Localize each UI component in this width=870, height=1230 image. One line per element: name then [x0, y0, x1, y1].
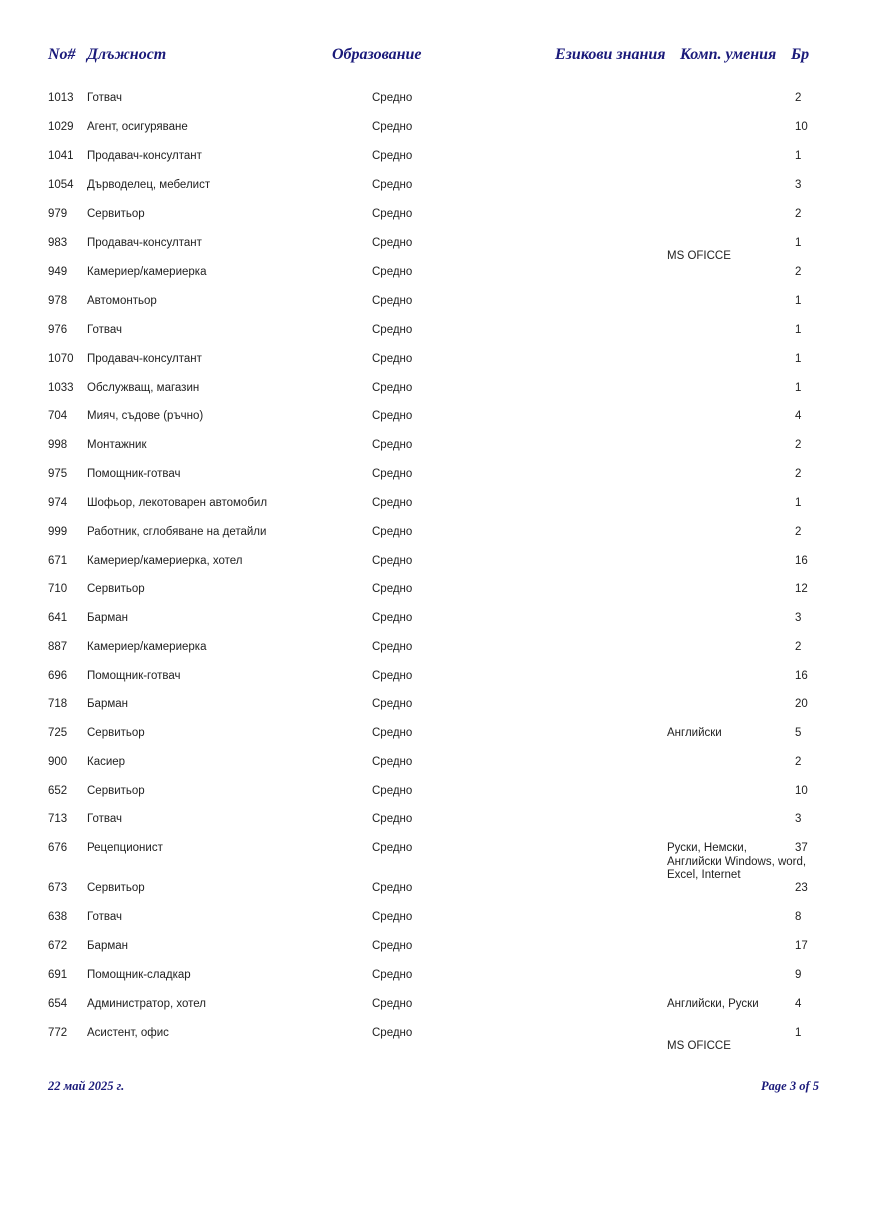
row-count: 23	[795, 882, 808, 894]
row-count: 1	[795, 1027, 802, 1039]
row-number: 713	[48, 813, 68, 825]
row-number: 975	[48, 468, 68, 480]
row-position: Камериер/камериерка, хотел	[87, 555, 243, 567]
table-row	[0, 670, 870, 688]
row-number: 1070	[48, 353, 74, 365]
table-row	[0, 353, 870, 371]
row-number: 654	[48, 998, 68, 1010]
row-number: 949	[48, 266, 68, 278]
row-languages: Английски	[667, 727, 722, 739]
row-position: Обслужващ, магазин	[87, 382, 200, 394]
row-number: 718	[48, 698, 68, 710]
table-row	[0, 150, 870, 168]
header-education: Образование	[332, 46, 422, 63]
table-row	[0, 641, 870, 659]
row-number: 900	[48, 756, 68, 768]
table-row	[0, 266, 870, 284]
row-education: Средно	[372, 410, 413, 422]
row-count: 3	[795, 179, 802, 191]
row-position: Агент, осигуряване	[87, 121, 188, 133]
table-row	[0, 785, 870, 803]
row-education: Средно	[372, 295, 413, 307]
row-education: Средно	[372, 940, 413, 952]
row-number: 887	[48, 641, 68, 653]
row-count: 20	[795, 698, 808, 710]
table-row	[0, 295, 870, 313]
row-position: Асистент, офис	[87, 1027, 169, 1039]
table-row	[0, 497, 870, 515]
row-count: 2	[795, 526, 802, 538]
row-number: 676	[48, 842, 68, 854]
table-row	[0, 756, 870, 774]
row-position: Сервитьор	[87, 208, 145, 220]
row-number: 638	[48, 911, 68, 923]
table-row	[0, 998, 870, 1016]
row-education: Средно	[372, 382, 413, 394]
row-count: 1	[795, 237, 802, 249]
skills-line: Excel, Internet	[667, 869, 741, 881]
row-count: 37	[795, 842, 808, 854]
row-computer-skills: MS OFICCE	[667, 250, 731, 262]
header-computer-skills: Комп. умения	[680, 46, 777, 63]
row-computer-skills: MS OFICCE	[667, 1040, 731, 1052]
table-row	[0, 882, 870, 900]
row-count: 1	[795, 353, 802, 365]
row-position: Шофьор, лекотоварен автомобил	[87, 497, 268, 509]
row-education: Средно	[372, 92, 413, 104]
table-row	[0, 940, 870, 958]
table-row	[0, 324, 870, 342]
row-position: Готвач	[87, 911, 122, 923]
table-row	[0, 439, 870, 457]
row-position: Работник, сглобяване на детайли	[87, 526, 267, 538]
row-education: Средно	[372, 612, 413, 624]
row-count: 16	[795, 555, 808, 567]
row-education: Средно	[372, 266, 413, 278]
row-position: Помощник-готвач	[87, 670, 181, 682]
row-position: Барман	[87, 698, 128, 710]
table-row	[0, 179, 870, 197]
row-count: 1	[795, 382, 802, 394]
table-row	[0, 727, 870, 745]
row-education: Средно	[372, 439, 413, 451]
row-number: 772	[48, 1027, 68, 1039]
table-row	[0, 410, 870, 428]
row-education: Средно	[372, 150, 413, 162]
row-number: 673	[48, 882, 68, 894]
row-count: 3	[795, 813, 802, 825]
row-position: Барман	[87, 612, 128, 624]
row-position: Готвач	[87, 92, 122, 104]
row-number: 1013	[48, 92, 74, 104]
row-count: 2	[795, 756, 802, 768]
row-education: Средно	[372, 641, 413, 653]
row-education: Средно	[372, 179, 413, 191]
row-count: 3	[795, 612, 802, 624]
header-no: No#	[48, 46, 76, 63]
footer-date: 22 май 2025 г.	[48, 1079, 125, 1093]
row-number: 999	[48, 526, 68, 538]
header-count: Бр	[791, 46, 810, 63]
row-count: 9	[795, 969, 802, 981]
row-count: 16	[795, 670, 808, 682]
row-position: Камериер/камериерка	[87, 266, 207, 278]
row-count: 4	[795, 410, 802, 422]
row-position: Рецепционист	[87, 842, 163, 854]
row-position: Продавач-консултант	[87, 237, 202, 249]
row-number: 998	[48, 439, 68, 451]
row-position: Администратор, хотел	[87, 998, 206, 1010]
row-position: Сервитьор	[87, 882, 145, 894]
table-row	[0, 612, 870, 630]
row-education: Средно	[372, 324, 413, 336]
row-count: 2	[795, 208, 802, 220]
header-position: Длъжност	[87, 46, 167, 63]
row-number: 1041	[48, 150, 74, 162]
skills-line: Английски Windows, word,	[667, 855, 807, 868]
row-education: Средно	[372, 727, 413, 739]
table-row	[0, 208, 870, 226]
row-position: Сервитьор	[87, 785, 145, 797]
row-position: Дърводелец, мебелист	[87, 179, 211, 191]
row-languages-and-computer-skills	[667, 842, 806, 883]
row-count: 10	[795, 785, 808, 797]
table-row	[0, 237, 870, 262]
row-count: 1	[795, 497, 802, 509]
row-number: 983	[48, 237, 68, 249]
row-count: 4	[795, 998, 802, 1010]
row-education: Средно	[372, 468, 413, 480]
table-row	[0, 698, 870, 716]
row-number: 672	[48, 940, 68, 952]
skills-line: Руски, Немски,	[667, 842, 747, 854]
table-row	[0, 92, 870, 110]
footer-page-number: Page 3 of 5	[761, 1079, 819, 1093]
row-education: Средно	[372, 969, 413, 981]
row-education: Средно	[372, 583, 413, 595]
row-count: 12	[795, 583, 808, 595]
table-row	[0, 555, 870, 573]
row-position: Сервитьор	[87, 583, 145, 595]
table-row	[0, 842, 870, 881]
row-number: 704	[48, 410, 68, 422]
row-position: Камериер/камериерка	[87, 641, 207, 653]
row-position: Барман	[87, 940, 128, 952]
row-position: Автомонтьор	[87, 295, 157, 307]
row-position: Касиер	[87, 756, 126, 768]
row-number: 979	[48, 208, 68, 220]
row-position: Готвач	[87, 324, 122, 336]
row-count: 1	[795, 150, 802, 162]
row-count: 2	[795, 439, 802, 451]
row-count: 2	[795, 266, 802, 278]
table-row	[0, 583, 870, 601]
row-education: Средно	[372, 911, 413, 923]
row-languages: Английски, Руски	[667, 998, 759, 1010]
row-number: 974	[48, 497, 68, 509]
row-number: 976	[48, 324, 68, 336]
row-education: Средно	[372, 526, 413, 538]
row-count: 2	[795, 92, 802, 104]
row-position: Сервитьор	[87, 727, 145, 739]
row-education: Средно	[372, 785, 413, 797]
row-count: 2	[795, 641, 802, 653]
table-row	[0, 121, 870, 139]
row-count: 1	[795, 324, 802, 336]
row-count: 10	[795, 121, 808, 133]
row-count: 17	[795, 940, 808, 952]
row-education: Средно	[372, 670, 413, 682]
row-number: 1054	[48, 179, 74, 191]
row-education: Средно	[372, 698, 413, 710]
row-education: Средно	[372, 882, 413, 894]
table-row	[0, 969, 870, 987]
table-row	[0, 526, 870, 544]
row-position: Мияч, съдове (ръчно)	[87, 410, 204, 422]
row-number: 671	[48, 555, 68, 567]
row-education: Средно	[372, 555, 413, 567]
table-row	[0, 911, 870, 929]
table-row	[0, 468, 870, 486]
row-education: Средно	[372, 353, 413, 365]
row-count: 1	[795, 295, 802, 307]
row-number: 710	[48, 583, 68, 595]
row-number: 725	[48, 727, 68, 739]
row-education: Средно	[372, 208, 413, 220]
row-number: 1029	[48, 121, 74, 133]
table-row	[0, 382, 870, 400]
row-number: 652	[48, 785, 68, 797]
row-education: Средно	[372, 756, 413, 768]
row-position: Помощник-сладкар	[87, 969, 191, 981]
header-languages: Езикови знания	[555, 46, 666, 63]
row-education: Средно	[372, 842, 413, 854]
row-education: Средно	[372, 237, 413, 249]
row-count: 2	[795, 468, 802, 480]
row-education: Средно	[372, 1027, 413, 1039]
row-position: Монтажник	[87, 439, 147, 451]
row-education: Средно	[372, 813, 413, 825]
row-number: 641	[48, 612, 68, 624]
row-education: Средно	[372, 998, 413, 1010]
row-number: 696	[48, 670, 68, 682]
table-row	[0, 1027, 870, 1052]
row-count: 5	[795, 727, 802, 739]
row-position: Продавач-консултант	[87, 353, 202, 365]
row-position: Помощник-готвач	[87, 468, 181, 480]
table-row	[0, 813, 870, 831]
row-position: Готвач	[87, 813, 122, 825]
row-number: 1033	[48, 382, 74, 394]
row-number: 691	[48, 969, 68, 981]
row-education: Средно	[372, 497, 413, 509]
row-position: Продавач-консултант	[87, 150, 202, 162]
row-count: 8	[795, 911, 802, 923]
row-education: Средно	[372, 121, 413, 133]
row-number: 978	[48, 295, 68, 307]
